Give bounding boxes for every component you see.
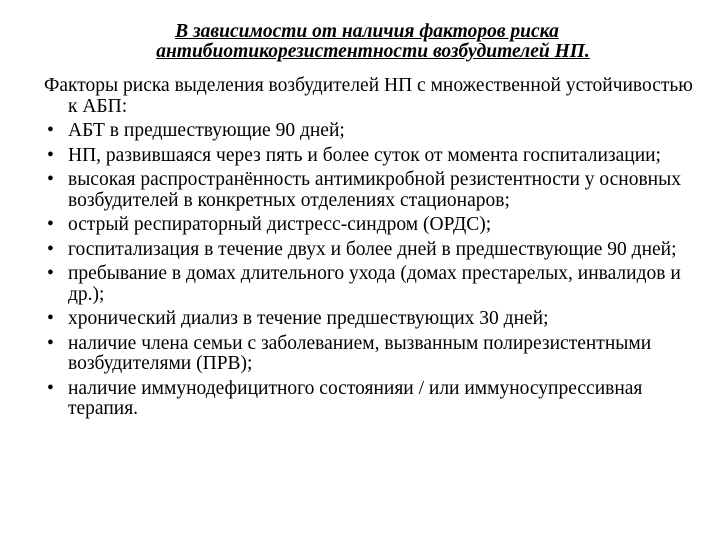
bullet-icon: • <box>47 144 54 166</box>
title-line-2: антибиотикорезистентности возбудителей НП. <box>156 41 590 62</box>
list-item <box>44 215 704 236</box>
bullet-icon: • <box>47 308 54 329</box>
slide-title <box>0 22 720 62</box>
list-item-text: наличие члена семьи с заболеванием, вызванным полирезистентными возбудителями (ПРВ); <box>68 332 652 374</box>
bullet-icon: • <box>47 120 54 141</box>
list-item-text: наличие иммунодефицитного состоянияи / или иммуносупрессивная терапия. <box>68 377 643 419</box>
list-item-text: пребывание в домах длительного ухода (домах престарелых, инвалидов и др.); <box>68 263 681 305</box>
list-item-text: АБТ в предшествующие 90 дней; <box>68 120 345 141</box>
bullet-icon: • <box>47 238 54 260</box>
bullet-icon: • <box>47 169 54 190</box>
risk-factor-list <box>44 121 704 420</box>
list-item <box>44 334 704 375</box>
bullet-icon: • <box>47 377 54 399</box>
list-item <box>44 240 704 261</box>
intro-text: Факторы риска выделения возбудителей НП с множественной устойчивостью к АБП: <box>44 75 693 117</box>
list-item-text: госпитализация в течение двух и более дней в предшествующие 90 дней; <box>68 238 677 260</box>
bullet-icon: • <box>47 214 54 235</box>
slide-body <box>44 76 704 420</box>
bullet-icon: • <box>47 263 54 284</box>
list-item-text: острый респираторный дистресс-синдром (ОРДС); <box>68 214 492 235</box>
list-item-text: НП, развившаяся через пять и более суток от момента госпитализации; <box>68 144 661 166</box>
list-item <box>44 170 704 211</box>
list-item-text: высокая распространённость антимикробной резистентности у основных возбудителей в конкретных отделениях стационаров; <box>68 169 681 211</box>
title-line-1: В зависимости от наличия факторов риска <box>175 21 559 42</box>
list-item <box>44 264 704 305</box>
list-item <box>44 379 704 420</box>
list-item-text: хронический диализ в течение предшествующих 30 дней; <box>68 308 549 329</box>
bullet-icon: • <box>47 332 54 354</box>
list-item <box>44 146 704 167</box>
list-item <box>44 309 704 330</box>
list-item <box>44 121 704 142</box>
